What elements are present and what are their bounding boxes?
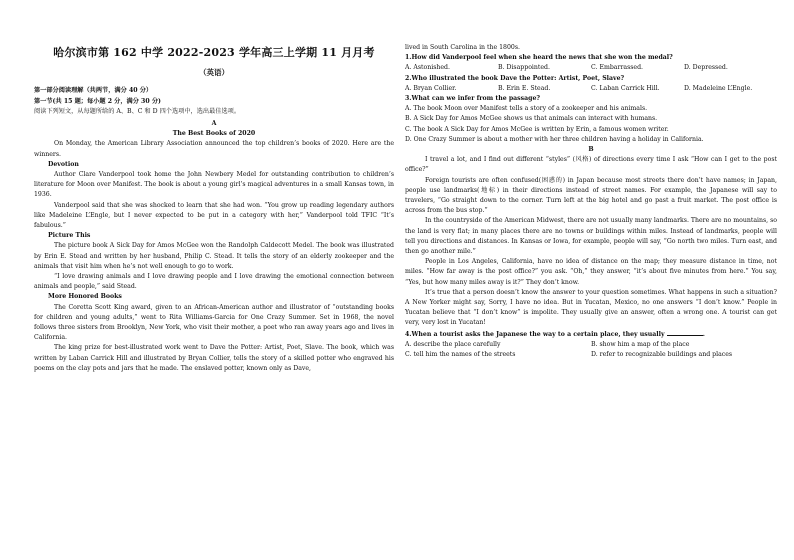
left-column — [34, 48, 394, 374]
question-stem: 4.When a tourist asks the Japanese the way to a certain place, they usually . — [405, 330, 705, 338]
option-a[interactable]: A. Astonished. — [405, 64, 450, 72]
question-options — [405, 350, 777, 360]
passage-a-paragraph: The Coretta Scott King award, given to an African-American author and illustrator of “outstanding books for children and young adults,” went to Rita Williams-Garcia for One Crazy Summer. Set in 1968, the novel follows three sisters from Brooklyn, New York, who visit their mother, a poet who ran away years ago and lives in California. — [34, 303, 394, 342]
passage-a-paragraph: The picture book A Sick Day for Amos McGee won the Randolph Caldecott Medel. The book was illustrated by Erin E. Stead and written by her husband, Philip C. Stead. It tells the story of an elderly zookeeper and the animals that visit him when he’s not well enough to go to work. — [34, 242, 394, 270]
section-heading: 第一节(共 15 题；每小题 2 分，满分 30 分) — [34, 97, 161, 105]
option-c[interactable]: C. The book A Sick Day for Amos McGee is written by Erin, a famous women writer. — [405, 125, 669, 133]
passage-a-paragraph: Author Clare Vanderpool took home the John Newbery Medel for outstanding contribution to children’s literature for Moon over Manifest. The book is about a young girl’s magical adventures in a small Kansas town, in 1936. — [34, 171, 394, 199]
passage-b-paragraph: In the countryside of the American Midwest, there are not usually many landmarks. There are no mountains, so the land is very flat; in many places there are no towns or buildings within miles. Instead of landmarks, people will tell you directions and distances. In Kansas or Iowa, for example, people will say, “Go north two miles. Turn east, and then go another mile.” — [405, 217, 777, 256]
question-options — [405, 63, 777, 73]
passage-a-subheading: Devotion — [48, 160, 79, 168]
option-d[interactable]: D. Depressed. — [684, 64, 728, 72]
option-c[interactable]: C. tell him the names of the streets — [405, 351, 516, 359]
option-b[interactable]: B. Disappointed. — [498, 64, 550, 72]
right-column — [405, 43, 777, 360]
passage-a-paragraph: Vanderpool said that she was shocked to learn that she had won. “You grow up reading legendary authors like Madeleine L’Engle, but I never expected to be put in a category with her,” Vanderpool told TFIC “It’s fabulous.” — [34, 201, 394, 230]
passage-a-title: The Best Books of 2020 — [172, 130, 256, 138]
passage-a-subheading: More Honored Books — [48, 293, 122, 301]
passage-b-paragraph: Foreign tourists are often confused(困惑的) in Japan because most streets there don’t have names; in Japan, people use landmarks(地标) in their directions instead of street names. For example, the Japanese will say to travelers, “Go straight down to the corner. Turn left at the big hotel and go past a fruit market. The post office is across from the bus stop.” — [405, 176, 777, 215]
directions-text: 阅读下列短文，从每题所给的 A、B、C 和 D 四个选项中，选出最佳选项。 — [34, 107, 241, 115]
passage-b-paragraph: It’s true that a person doesn’t know the answer to your question sometimes. What happens in such a situation? A New Yorker might say, Sorry, I have no idea. But in Yucatan, Mexico, no one answers “I don’t know.” People in Yucatan believe that “I don’t know” is impolite. They usually give an answer, often a wrong one. A tourist can get very, very lost in Yucatan! — [405, 288, 777, 327]
passage-a-paragraph: On Monday, the American Library Association announced the top children’s books of 2020. Here are the winners. — [34, 140, 394, 158]
option-d[interactable]: D. refer to recognizable buildings and places — [591, 351, 733, 359]
question-stem: 3.What can we infer from the passage? — [405, 95, 541, 103]
option-c[interactable]: C. Laban Carrick Hill. — [591, 84, 660, 92]
passage-b-paragraph: I travel a lot, and I find out different “styles” (风格) of directions every time I ask “How can I get to the post office?” — [405, 156, 777, 174]
question-stem: 1.How did Vanderpool feel when she heard the news that she won the medal? — [405, 54, 673, 62]
passage-b-paragraph: People in Los Angeles, California, have no idea of distance on the map; they measure distance in time, not miles. “How far away is the post office?” you ask. “Oh,” they answer, “it’s about five minutes from here.” You say, “Yes, but how many miles away is it?” They don’t know. — [405, 258, 777, 286]
option-b[interactable]: B. Erin E. Stead. — [498, 84, 551, 92]
option-a[interactable]: A. Bryan Collier. — [405, 84, 457, 92]
passage-b-letter: B — [588, 146, 594, 154]
answer-blank — [667, 329, 703, 336]
question-options — [405, 340, 777, 350]
option-a[interactable]: A. The book Moon over Manifest tells a story of a zookeeper and his animals. — [405, 105, 648, 113]
option-a[interactable]: A. describe the place carefully — [405, 340, 501, 348]
passage-a-paragraph: “I love drawing animals and I love drawing people and I love drawing the emotional connection between animals and people,” said Stead. — [34, 273, 394, 291]
option-b[interactable]: B. A Sick Day for Amos McGee shows us that animals can interact with humans. — [405, 115, 658, 123]
passage-a-continuation: lived in South Carolina in the 1800s. — [405, 44, 520, 51]
part-heading: 第一部分阅读理解（共两节，满分 40 分） — [34, 87, 153, 95]
passage-a-paragraph: The king prize for best-illustrated work went to Dave the Potter: Artist, Poet, Slave. The book, which was written by Laban Carrick Hill and illustrated by Bryan Collier, tells the story of a skilled potter who engraved his poems on the clay pots and jars that he made. The enslaved potter, known only as Dave, — [34, 344, 394, 372]
question-stem-text: 4.When a tourist asks the Japanese the way to a certain place, they usually — [405, 330, 665, 338]
option-d[interactable]: D. Madeleine L’Engle. — [684, 84, 753, 92]
exam-title: 哈尔滨市第 162 中学 2022-2023 学年高三上学期 11 月月考 — [53, 46, 375, 59]
question-options — [405, 84, 777, 94]
question-stem: 2.Who illustrated the book Dave the Potter: Artist, Poet, Slave? — [405, 74, 625, 82]
passage-a-letter: A — [211, 120, 217, 128]
option-c[interactable]: C. Embarrassed. — [591, 64, 644, 72]
option-d[interactable]: D. One Crazy Summer is about a mother with her three children having a holiday in California. — [405, 135, 704, 143]
option-b[interactable]: B. show him a map of the place — [591, 340, 690, 348]
passage-a-subheading: Picture This — [48, 232, 91, 240]
exam-subtitle: （英语） — [199, 68, 229, 78]
